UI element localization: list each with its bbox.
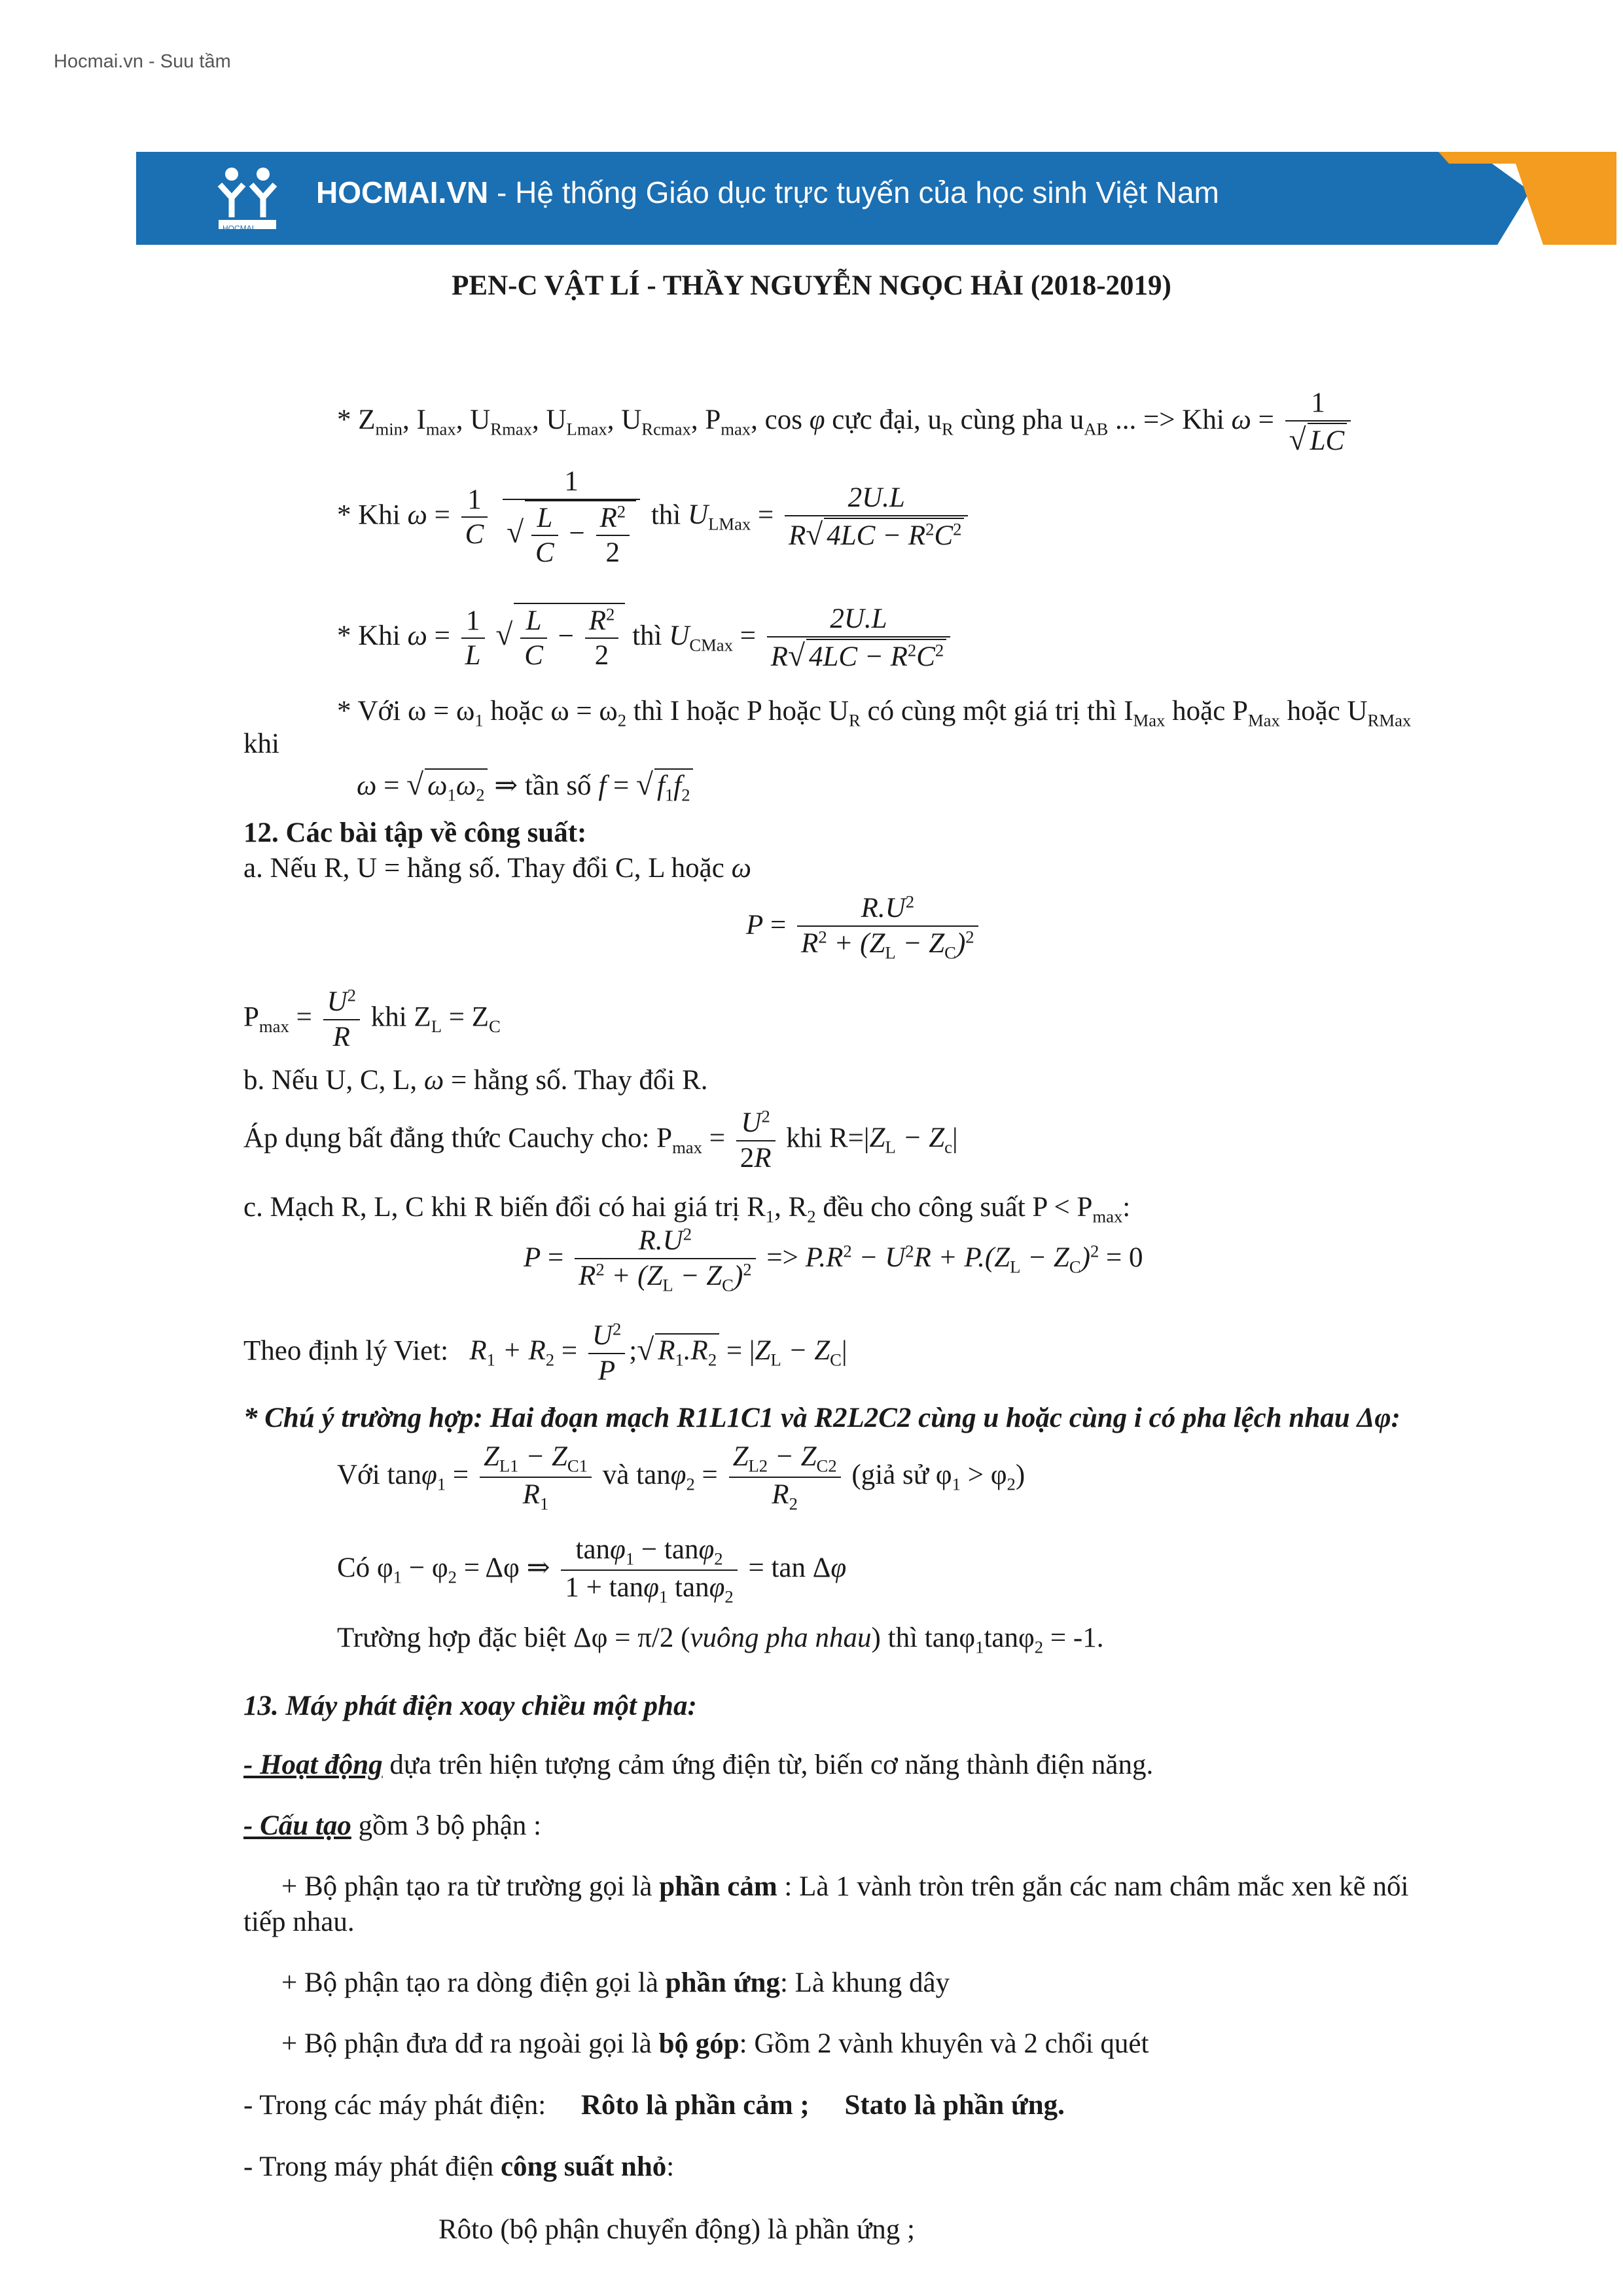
- section-13-heading: 13. Máy phát điện xoay chiều một pha:: [243, 1691, 697, 1721]
- brand-text: HOCMAI.VN - Hệ thống Giáo dục trực tuyến của học sinh Việt Nam: [316, 175, 1219, 209]
- rotor-line: Rôto (bộ phận chuyển động) là phần ứng ;: [438, 2214, 915, 2245]
- hocmai-logo-icon: [213, 165, 281, 233]
- source-note: Hocmai.vn - Suu tầm: [54, 51, 231, 72]
- section-12-heading: 12. Các bài tập về công suất:: [243, 817, 587, 848]
- generators-line: - Trong các máy phát điện: Rôto là phần cảm ; Stato là phần ứng.: [243, 2090, 1065, 2121]
- hocmai-banner: [136, 152, 1616, 245]
- formula-two-omegas: * Với $\omega = \omega_1$ hoặc $\omega = \omega_2$ thì I hoặc P hoặc $U_R$ có cùng một giá trị thì $I_{Max}$ hoặc $P_{Max}$ hoặc $U_{RMax}$: [337, 696, 1412, 730]
- part-field: + Bộ phận tạo ra từ trường gọi là phần cảm : Là 1 vành tròn trên gắn các nam châm mắc xen kẽ nối: [281, 1871, 1409, 1902]
- formula-pmax-resonance: $P_{max}$ = $\frac{U^2}{R}$ khi $Z_L = Z_C$: [243, 985, 501, 1052]
- case-c: c. Mạch R, L, C khi R biến đổi có hai giá trị $R_1$, $R_2$ đều cho công suất $P < P_{max}$:: [243, 1192, 1131, 1227]
- formula-cauchy: Áp dụng bất đẳng thức Cauchy cho: $P_{max}$ = $\frac{U^2}{2R}$ khi $R=|Z_L - Z_c|$: [243, 1106, 958, 1174]
- part-collector: + Bộ phận đưa dđ ra ngoài gọi là bộ góp: Gồm 2 vành khuyên và 2 chổi quét: [281, 2028, 1149, 2059]
- formula-resonance: * $Z_{min}$, $I_{max}$, $U_{Rmax}$, $U_{Lmax}$, $U_{Rcmax}$, $P_{max}$, cos φ cực đại, $u_R$ cùng pha $u_{AB}$ ... => Khi ω = $\frac{1}{√ LC}$: [337, 386, 1355, 458]
- case-a: a. Nếu R, U = hằng số. Thay đổi C, L hoặc ω: [243, 853, 751, 884]
- small-power-line: - Trong máy phát điện công suất nhỏ:: [243, 2151, 675, 2182]
- page-title: PEN-C VẬT LÍ - THẦY NGUYỄN NGỌC HẢI (2018-2019): [452, 270, 1171, 301]
- special-case: Trường hợp đặc biệt Δφ = π/2 (vuông pha nhau) thì tanφ$_1$tanφ$_2$ = -1.: [337, 1623, 1104, 1657]
- formula-viet: Theo định lý Viet: $R_1 + R_2$ = $\frac{U^2}{P}$ ;√ $R_1.R_2 = |Z_L - Z_C|$: [243, 1319, 847, 1386]
- structure-line: - Cấu tạo gồm 3 bộ phận :: [243, 1810, 542, 1841]
- formula-tan-phi: Với tanφ$_1$ = $\frac{Z_{L1} - Z_{C1}}{R_1}$ và tanφ$_2$ = $\frac{Z_{L2} - Z_{C2}}{R_2}$ (giả sử $\varphi_1 > \varphi_2$): [337, 1441, 1026, 1514]
- formula-power: P = $\frac{R.U^2}{R^2 + (Z_L - Z_C)^2}$: [746, 891, 982, 963]
- formula-quadratic: P = $\frac{R.U^2}{R^2 + (Z_L - Z_C)^2}$ => $P.R^2 - U^2R + P.(Z_L - Z_C)^2 = 0$: [524, 1224, 1143, 1295]
- phase-note: * Chú ý trường hợp: Hai đoạn mạch R1L1C1 và R2L2C2 cùng u hoặc cùng i có pha lệch nhau Δφ:: [243, 1403, 1400, 1433]
- logo-small-text: HOCMAI: [223, 224, 254, 233]
- formula-uLmax: * Khi ω = $\frac{1}{C}$ 1 √ $\frac{L}{C}$ − $\frac{R^2}{2}$ thì $U_{LMax}$ = $\frac{2U.L}{R√ 4LC - R^2C^2}$: [337, 465, 972, 570]
- operation-line: - Hoạt động dựa trên hiện tượng cảm ứng điện từ, biến cơ năng thành điện năng.: [243, 1749, 1154, 1780]
- formula-geometric-mean: ω = √ $\omega_1\omega_2$ ⇒ tần số f = √ $f_1f_2$: [357, 767, 693, 805]
- part-armature: + Bộ phận tạo ra dòng điện gọi là phần ứng: Là khung dây: [281, 1967, 950, 1998]
- case-b: b. Nếu U, C, L, ω = hằng số. Thay đổi R.: [243, 1065, 708, 1096]
- khi-line: khi: [243, 728, 279, 759]
- part-field-cont: tiếp nhau.: [243, 1907, 355, 1937]
- formula-delta-phi: Có $\varphi_1 - \varphi_2 = \Delta\varphi$ ⇒ $\frac{\tan\varphi_1 - \tan\varphi_2}{1 + \tan\varphi_1 \tan\varphi_2}$ = tan Δφ: [337, 1534, 847, 1607]
- formula-uCmax: * Khi ω = $\frac{1}{L}$ √ $\frac{L}{C}$ − $\frac{R^2}{2}$ thì $U_{CMax}$ = $\frac{2U.L}{R√ 4LC - R^2C^2}$: [337, 602, 954, 674]
